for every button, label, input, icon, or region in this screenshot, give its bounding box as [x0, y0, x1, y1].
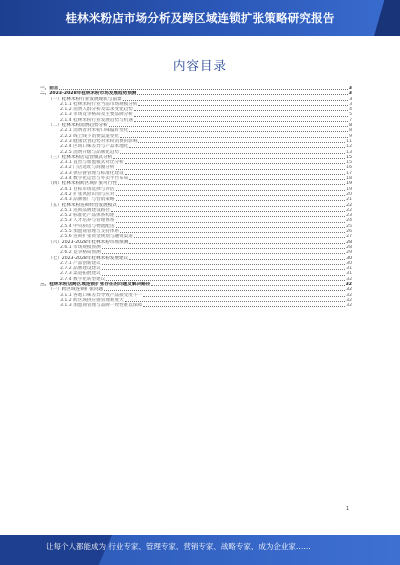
toc-heading: 内容目录 [172, 58, 227, 73]
toc-entry-page: 27 [346, 234, 352, 240]
toc-leader-dots [129, 147, 345, 148]
toc-leader-dots [138, 142, 345, 143]
toc-entry-page: 15 [346, 160, 352, 166]
toc-leader-dots [102, 264, 345, 265]
toc-leader-dots [109, 126, 348, 127]
toc-leader-dots [116, 190, 346, 191]
toc-entry-page: 22 [346, 207, 352, 213]
toc-leader-dots [151, 285, 344, 286]
toc-entry-page: 7 [349, 117, 352, 123]
toc-entry-page: 30 [346, 260, 352, 266]
toc-entry-title: 2.7.4 数字化转型建议 [60, 276, 106, 282]
toc-entry-page: 32 [346, 303, 352, 309]
toc-entry-title: 2.2.4 区域口味差异与产品本地化 [60, 144, 129, 150]
toc-entry-page: 28 [346, 244, 352, 250]
toc-entry-page: 31 [346, 266, 352, 272]
toc-leader-dots [134, 110, 348, 111]
toc-entry-title: 一、前言 [40, 86, 59, 91]
toc-leader-dots [118, 184, 345, 185]
toc-entry-title: 2.5.1 连锁品牌建设路径 [60, 207, 110, 213]
toc-entry-page: 15 [346, 154, 352, 160]
toc-entry-title: 2.4.3 品牌推广与营销策略 [60, 197, 115, 203]
toc-entry-title: 3.1.1 各地口味差异导致产品接受度不一 [60, 292, 143, 298]
toc-leader-dots [116, 216, 346, 217]
toc-leader-dots [120, 232, 345, 233]
toc-entry-page: 3 [349, 101, 352, 107]
toc-entry-title: 二、2023-2028年桂林米粉市场发展趋势预测 [40, 91, 137, 97]
toc-entry-page: 11 [346, 138, 352, 144]
toc-entry-page: 24 [346, 218, 352, 224]
toc-entry-page: 4 [349, 107, 352, 113]
toc-entry-page: 16 [346, 165, 352, 171]
toc-entry-page: 32 [346, 297, 352, 303]
toc-entry-title: 2.5.2 标准化产品体系构建 [60, 213, 115, 219]
report-title: 桂林米粉店市场分析及跨区域连锁扩张策略研究报告 [65, 11, 335, 25]
toc-entry-title: 2.2.2 线上线下消费渠道变化 [60, 133, 120, 139]
toc-entry-title: （二）桂林米粉消费趋势分析 [48, 123, 108, 129]
toc-entry-page: 31 [346, 271, 352, 277]
toc-entry-title: 3.1.2 跨区域供应链管理难度大 [60, 297, 124, 303]
toc-leader-dots [102, 269, 345, 270]
footer-slogan: 让每个人都能成为 行业专家、管理专家、营销专家、战略专家、成为企业家…… [46, 542, 311, 551]
toc-leader-dots [102, 253, 345, 254]
page-number: 1 [346, 506, 350, 512]
toc-leader-dots [104, 290, 345, 291]
toc-entry-page: 29 [346, 250, 352, 256]
toc-leader-dots [106, 280, 345, 281]
toc-entry-title: 2.3.2 门店选址与商圈分析 [60, 165, 115, 171]
toc-entry-title: （四）桂林米粉跨区域扩张可行性 [48, 181, 117, 187]
toc-entry-title: 2.6.2 竞争格局预测 [60, 250, 101, 256]
toc-entry-title: 2.1.2 消费人群分析及需求变化趋势 [60, 107, 133, 113]
toc-entry-title: （一）桂林米粉行业发展现状与前景 [48, 96, 122, 102]
toc-leader-dots [129, 179, 345, 180]
toc-leader-dots [129, 131, 348, 132]
table-of-contents [40, 86, 352, 308]
toc-entry-title: 3.1.3 加盟商管理与品牌一致性难以保障 [60, 303, 143, 309]
toc-entry-title: （六）2023-2028年桂林米粉市场预测 [48, 239, 129, 245]
toc-entry-page: 13 [346, 149, 352, 155]
toc-entry-title: 2.6.1 市场规模预测 [60, 244, 101, 250]
toc-entry-page: 19 [346, 186, 352, 192]
toc-entry-page: 22 [346, 202, 352, 208]
toc-leader-dots [134, 237, 345, 238]
toc-entry-title: 2.3.1 直营与加盟模式对比分析 [60, 160, 124, 166]
toc-leader-dots [113, 158, 345, 159]
toc-entry-title: 2.1.3 市场竞争格局及主要品牌分析 [60, 112, 133, 118]
toc-entry-page: 3 [348, 91, 352, 97]
toc-entry-page: 28 [346, 239, 352, 245]
toc-entry-title: （三）桂林米粉店运营模式分析 [48, 154, 113, 160]
toc-entry-page: 32 [345, 281, 352, 287]
toc-leader-dots [111, 211, 345, 212]
toc-leader-dots [116, 222, 346, 223]
toc-entry-title: 2.5.5 加盟商管理与支持体系 [60, 229, 120, 235]
toc-entry-page: 20 [346, 191, 352, 197]
toc-entry-title: 2.2.3 健康饮食趋势对米粉消费的影响 [60, 138, 138, 144]
toc-leader-dots [134, 121, 348, 122]
toc-leader-dots [138, 105, 348, 106]
toc-leader-dots [143, 296, 345, 297]
toc-entry-title: 2.1.4 桂林米粉行业发展趋势与机遇 [60, 117, 133, 123]
toc-entry-page: 26 [346, 229, 352, 235]
toc-leader-dots [129, 259, 345, 260]
toc-entry-page: 3 [348, 86, 352, 91]
toc-entry-title: （七）2023-2028年桂林米粉发展建议 [48, 255, 129, 261]
toc-entry-page: 17 [346, 170, 352, 176]
toc-entry-page: 8 [349, 123, 352, 129]
toc-entry-title: 2.4.1 目标市场选择与评估 [60, 186, 115, 192]
toc-leader-dots [116, 195, 346, 196]
report-header [0, 0, 400, 36]
toc-leader-dots [102, 275, 345, 276]
toc-entry-title: 2.7.1 产品创新建议 [60, 260, 101, 266]
toc-entry-page: 23 [346, 213, 352, 219]
toc-entry-page: 18 [346, 176, 352, 182]
toc-leader-dots [125, 163, 345, 164]
toc-entry-page: 21 [346, 197, 352, 203]
toc-entry-title: 2.5.4 中央厨房与物流配送 [60, 223, 115, 229]
toc-entry-page: 5 [349, 112, 352, 118]
toc-entry-title: 2.7.2 品牌建设建议 [60, 266, 101, 272]
toc-entry-title: 2.3.3 供应链管理与标准化建设 [60, 170, 124, 176]
toc-entry[interactable] [40, 303, 352, 308]
toc-entry-page: 32 [346, 287, 352, 293]
toc-entry-page: 12 [346, 144, 352, 150]
toc-entry-title: 2.3.4 数字化运营与外卖平台布局 [60, 176, 129, 182]
toc-leader-dots [129, 243, 345, 244]
toc-entry-page: 25 [346, 223, 352, 229]
toc-entry-title: （一）跨区域连锁扩张问题 [48, 287, 104, 293]
toc-entry-title: 2.5.3 人才培养与管理体系 [60, 218, 115, 224]
toc-leader-dots [118, 206, 345, 207]
toc-leader-dots [116, 169, 346, 170]
toc-leader-dots [123, 100, 349, 101]
toc-entry-page: 30 [346, 255, 352, 261]
toc-leader-dots [102, 248, 345, 249]
toc-entry-title: 2.1.1 桂林米粉行业当前市场规模分析 [60, 101, 138, 107]
toc-leader-dots [125, 174, 345, 175]
toc-leader-dots [116, 227, 346, 228]
toc-entry-page: 9 [349, 133, 352, 139]
toc-entry-title: 2.2.1 消费者对米粉口味偏好变化 [60, 128, 129, 134]
toc-entry-title: 2.7.3 渠道拓展建议 [60, 271, 101, 277]
toc-entry-page: 8 [349, 128, 352, 134]
toc-entry-page: 19 [346, 181, 352, 187]
toc-leader-dots [59, 89, 347, 90]
toc-entry-page: 32 [346, 276, 352, 282]
toc-entry-title: 2.2.5 消费升级与品牌化趋势 [60, 149, 120, 155]
toc-entry-title: 2.5.6 连锁扩张资金规划与融资渠道 [60, 234, 133, 240]
toc-entry-page: 32 [346, 292, 352, 298]
toc-leader-dots [137, 94, 347, 95]
toc-leader-dots [125, 301, 345, 302]
toc-leader-dots [120, 137, 348, 138]
toc-leader-dots [120, 153, 345, 154]
toc-leader-dots [116, 200, 346, 201]
toc-leader-dots [134, 116, 348, 117]
toc-entry-title: 2.4.2 扩张风险识别与应对 [60, 191, 115, 197]
toc-entry-title: （五）桂林米粉连锁经营发展模式 [48, 202, 117, 208]
toc-entry-page: 3 [349, 96, 352, 102]
toc-leader-dots [143, 306, 345, 307]
toc-entry-title: 三、桂林米粉店跨区域连锁扩张存在的问题及解决路径 [40, 281, 151, 287]
